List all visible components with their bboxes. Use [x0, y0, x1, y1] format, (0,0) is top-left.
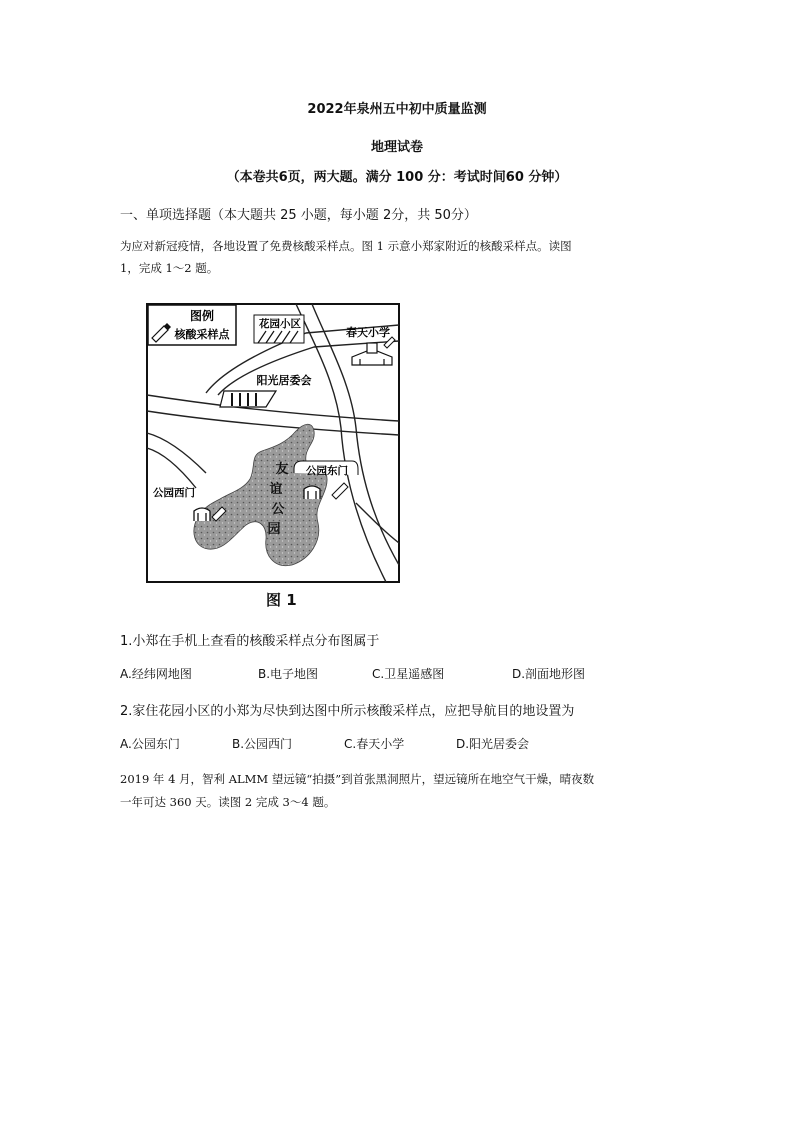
q1-option-a: A.经纬网地图	[120, 667, 192, 681]
exam-info: （本卷共6页，两大题。满分 100 分：考试时间60 分钟）	[226, 170, 568, 185]
legend-item-label: 核酸采样点	[174, 328, 230, 341]
q1-stem: 1.小郑在手机上查看的核酸采样点分布图属于	[120, 634, 380, 649]
park-name-char-4: 园	[267, 522, 281, 537]
figure1-map	[146, 303, 400, 583]
exam-title: 2022年泉州五中初中质量监测	[307, 102, 487, 117]
q2-option-d: D.阳光居委会	[456, 737, 530, 751]
intro2-line2: 一年可达 360 天。读图 2 完成 3～4 题。	[120, 795, 336, 809]
east-gate-icon	[304, 486, 320, 499]
figure1-caption: 图 1	[266, 591, 297, 609]
spring-school-label: 春天小学	[346, 326, 390, 339]
q2-option-c: C.春天小学	[344, 737, 405, 751]
sunshine-committee-area	[220, 391, 276, 407]
park-name-char-1: 友	[275, 462, 289, 477]
sunshine-committee-label: 阳光居委会	[256, 374, 312, 387]
q1-option-b: B.电子地图	[258, 667, 319, 681]
q1-option-c: C.卫星遥感图	[372, 667, 445, 681]
exam-subject: 地理试卷	[370, 140, 423, 155]
q2-stem: 2.家住花园小区的小郑为尽快到达图中所示核酸采样点，应把导航目的地设置为	[120, 704, 575, 719]
intro2-line1: 2019 年 4 月，智利 ALMM 望远镜“拍摄”到首张黑洞照片，望远镜所在地空气干燥，晴夜数	[120, 772, 595, 786]
intro1-line1: 为应对新冠疫情，各地设置了免费核酸采样点。图 1 示意小郑家附近的核酸采样点。读图	[120, 239, 572, 253]
west-gate-icon	[194, 508, 210, 521]
park-name-char-3: 公	[271, 502, 285, 517]
q2-option-b: B.公园西门	[232, 737, 293, 751]
legend-title: 图例	[189, 309, 215, 323]
park-name-char-2: 谊	[269, 482, 283, 497]
park-west-gate-label: 公园西门	[153, 487, 195, 499]
intro1-line2: 1，完成 1～2 题。	[120, 261, 219, 275]
q2-option-a: A.公园东门	[120, 737, 180, 751]
section-heading: 一、单项选择题（本大题共 25 小题，每小题 2分，共 50分）	[120, 208, 477, 223]
q1-option-d: D.剖面地形图	[512, 667, 586, 681]
garden-community-label: 花园小区	[259, 318, 301, 330]
park-east-gate-label: 公园东门	[306, 465, 348, 477]
